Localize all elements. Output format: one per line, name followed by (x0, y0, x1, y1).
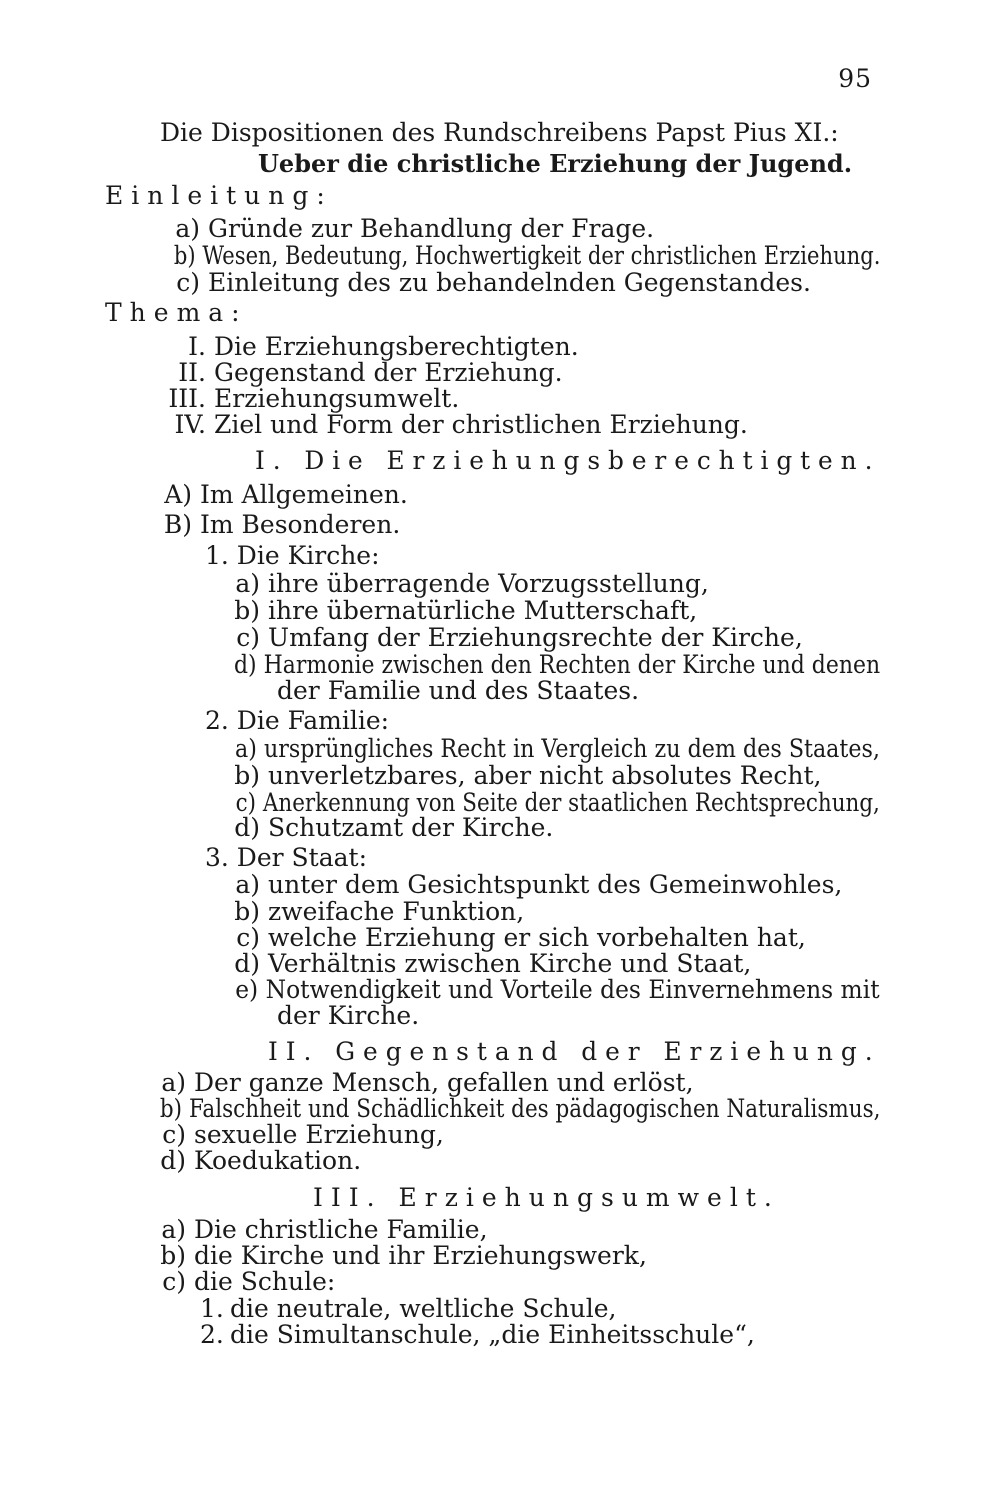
item-label: B) (163, 510, 192, 539)
item-label: b) (159, 1094, 183, 1123)
item-label: a) (235, 870, 260, 899)
item-label: d) (234, 813, 260, 842)
item-label: d) (234, 949, 260, 978)
item-text: zweifache Funktion, (268, 897, 525, 926)
item-text: Erziehungsumwelt. (214, 384, 460, 413)
item-label: I. (188, 332, 206, 361)
item-text: Wesen, Bedeutung, Hochwertigkeit der christlichen Erziehung. (202, 241, 881, 270)
item-text: Gründe zur Behandlung der Frage. (208, 214, 655, 243)
item-label: 2. (200, 1320, 224, 1349)
list-item (232, 623, 803, 653)
item-text: Verhältnis zwischen Kirche und Staat, (268, 949, 752, 978)
list-item (232, 761, 821, 791)
section-heading-2: II. Gegenstand der Erziehung. (268, 1037, 881, 1066)
item-text: Der ganze Mensch, gefallen und erlöst, (194, 1068, 694, 1097)
item-continuation: der Familie und des Staates. (277, 676, 640, 705)
list-item (232, 569, 709, 599)
item-text: Umfang der Erziehungsrechte der Kirche, (268, 623, 803, 652)
list-item (172, 268, 811, 298)
item-text: welche Erziehung er sich vorbehalten hat, (268, 923, 806, 952)
list-item (232, 813, 553, 843)
item-label: c) (162, 1267, 186, 1296)
item-label: III. (168, 384, 206, 413)
item-label: c) (162, 1120, 186, 1149)
list-item (158, 510, 400, 540)
item-text: die Kirche und ihr Erziehungswerk, (194, 1241, 647, 1270)
item-text: Koedukation. (194, 1146, 362, 1175)
subsection-heading: 1. Die Kirche: (205, 541, 380, 570)
item-label: c) (235, 788, 257, 817)
item-label: d) (233, 650, 257, 679)
item-label: IV. (174, 410, 206, 439)
list-item (200, 1320, 755, 1350)
item-label: a) (235, 569, 260, 598)
item-label: c) (176, 268, 200, 297)
item-label: a) (161, 1215, 186, 1244)
item-text: Im Allgemeinen. (200, 480, 408, 509)
list-item (158, 1267, 335, 1297)
page-number: 95 (838, 64, 872, 93)
item-label: e) (235, 975, 259, 1004)
list-item (158, 480, 408, 510)
item-text: ihre überragende Vorzugsstellung, (268, 569, 709, 598)
item-text: Die Erziehungsberechtigten. (214, 332, 579, 361)
item-label: b) (234, 596, 260, 625)
item-label: a) (234, 734, 257, 763)
list-item (232, 596, 697, 626)
item-text: sexuelle Erziehung, (194, 1120, 444, 1149)
item-label: b) (234, 761, 260, 790)
item-label: c) (236, 923, 260, 952)
item-label: II. (178, 358, 206, 387)
subsection-heading: 3. Der Staat: (205, 843, 367, 872)
list-item (232, 870, 842, 900)
item-text: unverletzbares, aber nicht absolutes Recht, (268, 761, 822, 790)
item-label: d) (160, 1146, 186, 1175)
list-item (172, 214, 654, 244)
item-label: b) (160, 1241, 186, 1270)
item-text: Harmonie zwischen den Rechten der Kirche und denen (263, 650, 881, 679)
item-text: die neutrale, weltliche Schule, (230, 1294, 617, 1323)
item-text: unter dem Gesichtspunkt des Gemeinwohles, (268, 870, 843, 899)
document-subtitle: Ueber die christliche Erziehung der Jugend. (258, 149, 853, 178)
item-text: ursprüngliches Recht in Vergleich zu dem des Staates, (263, 734, 880, 763)
list-item (158, 1146, 361, 1176)
section-heading-1: I. Die Erziehungsberechtigten. (255, 446, 881, 475)
item-continuation: der Kirche. (277, 1001, 420, 1030)
item-text: die Simultanschule, „die Einheitsschule“, (230, 1320, 755, 1349)
einleitung-heading: Einleitung: (105, 181, 333, 210)
item-label: a) (161, 1068, 186, 1097)
item-label: 1. (200, 1294, 224, 1323)
section-heading-3: III. Erziehungsumwelt. (313, 1183, 780, 1212)
item-text: die Schule: (194, 1267, 336, 1296)
item-text: Schutzamt der Kirche. (268, 813, 554, 842)
item-text: Die christliche Familie, (194, 1215, 488, 1244)
item-text: ihre übernatürliche Mutterschaft, (268, 596, 698, 625)
subsection-heading: 2. Die Familie: (205, 706, 390, 735)
item-label: b) (173, 241, 196, 270)
item-label: c) (236, 623, 260, 652)
list-item (150, 410, 748, 440)
list-item (232, 734, 880, 764)
item-label: A) (164, 480, 192, 509)
item-text: Im Besonderen. (200, 510, 401, 539)
item-label: a) (175, 214, 200, 243)
thema-heading: Thema: (105, 298, 248, 327)
item-text: Ziel und Form der christlichen Erziehung. (214, 410, 748, 439)
document-title: Die Dispositionen des Rundschreibens Papst Pius XI.: (160, 118, 839, 147)
item-text: Einleitung des zu behandelnden Gegenstandes. (208, 268, 811, 297)
item-text: Notwendigkeit und Vorteile des Einvernehmens mit (265, 975, 880, 1004)
item-text: Gegenstand der Erziehung. (214, 358, 563, 387)
item-text: Anerkennung von Seite der staatlichen Rechtsprechung, (262, 788, 880, 817)
list-item (172, 241, 880, 271)
item-label: b) (234, 897, 260, 926)
item-text: Falschheit und Schädlichkeit des pädagogischen Naturalismus, (188, 1094, 881, 1123)
